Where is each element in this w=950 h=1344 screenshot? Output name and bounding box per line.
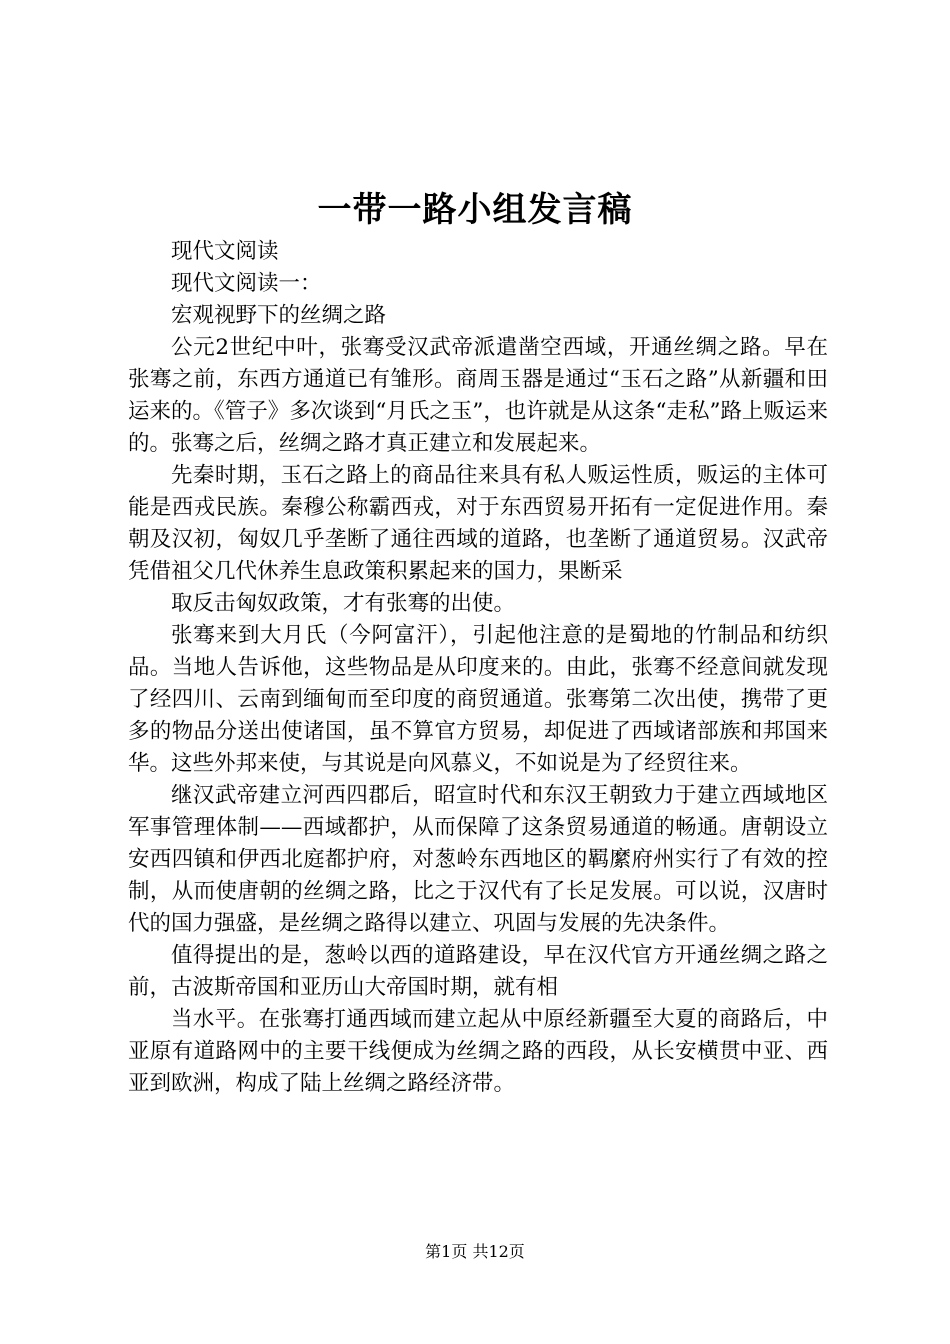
paragraph: 取反击匈奴政策，才有张骞的出使。	[171, 591, 516, 616]
paragraph: 现代文阅读	[171, 239, 279, 264]
paragraph: 当水平。在张骞打通西域而建立起从中原经新疆至大夏的商路后，中亚原有道路网中的主要干线便成为丝绸之路的西段，从长安横贯中亚、西亚到欧洲，构成了陆上丝绸之路经济带。	[128, 1007, 828, 1096]
paragraph: 宏观视野下的丝绸之路	[171, 303, 387, 328]
document-body	[128, 236, 828, 1100]
document-title: 一带一路小组发言稿	[317, 190, 633, 230]
paragraph: 公元2世纪中叶，张骞受汉武帝派遣凿空西域，开通丝绸之路。早在张骞之前，东西方通道已有雏形。商周玉器是通过“玉石之路”从新疆和田运来的。《管子》多次谈到“月氏之玉”，也许就是从这条“走私”路上贩运来的。张骞之后，丝绸之路才真正建立和发展起来。	[128, 335, 828, 456]
paragraph: 继汉武帝建立河西四郡后，昭宣时代和东汉王朝致力于建立西域地区军事管理体制——西域都护，从而保障了这条贸易通道的畅通。唐朝设立安西四镇和伊西北庭都护府，对葱岭东西地区的羁縻府州实行了有效的控制，从而使唐朝的丝绸之路，比之于汉代有了长足发展。可以说，汉唐时代的国力强盛，是丝绸之路得以建立、巩固与发展的先决条件。	[128, 783, 828, 936]
paragraph: 张骞来到大月氏（今阿富汗），引起他注意的是蜀地的竹制品和纺织品。当地人告诉他，这些物品是从印度来的。由此，张骞不经意间就发现了经四川、云南到缅甸而至印度的商贸通道。张骞第二次出使，携带了更多的物品分送出使诸国，虽不算官方贸易，却促进了西域诸部族和邦国来华。这些外邦来使，与其说是向风慕义，不如说是为了经贸往来。	[128, 623, 828, 776]
paragraph: 先秦时期，玉石之路上的商品往来具有私人贩运性质，贩运的主体可能是西戎民族。秦穆公称霸西戎，对于东西贸易开拓有一定促进作用。秦朝及汉初，匈奴几乎垄断了通往西域的道路，也垄断了通道贸易。汉武帝凭借祖父几代休养生息政策积累起来的国力，果断采	[128, 463, 828, 584]
paragraph: 现代文阅读一：	[171, 271, 322, 296]
page-number-footer: 第1页 共12页	[425, 1242, 525, 1261]
paragraph: 值得提出的是，葱岭以西的道路建设，早在汉代官方开通丝绸之路之前，古波斯帝国和亚历山大帝国时期，就有相	[128, 943, 828, 1000]
